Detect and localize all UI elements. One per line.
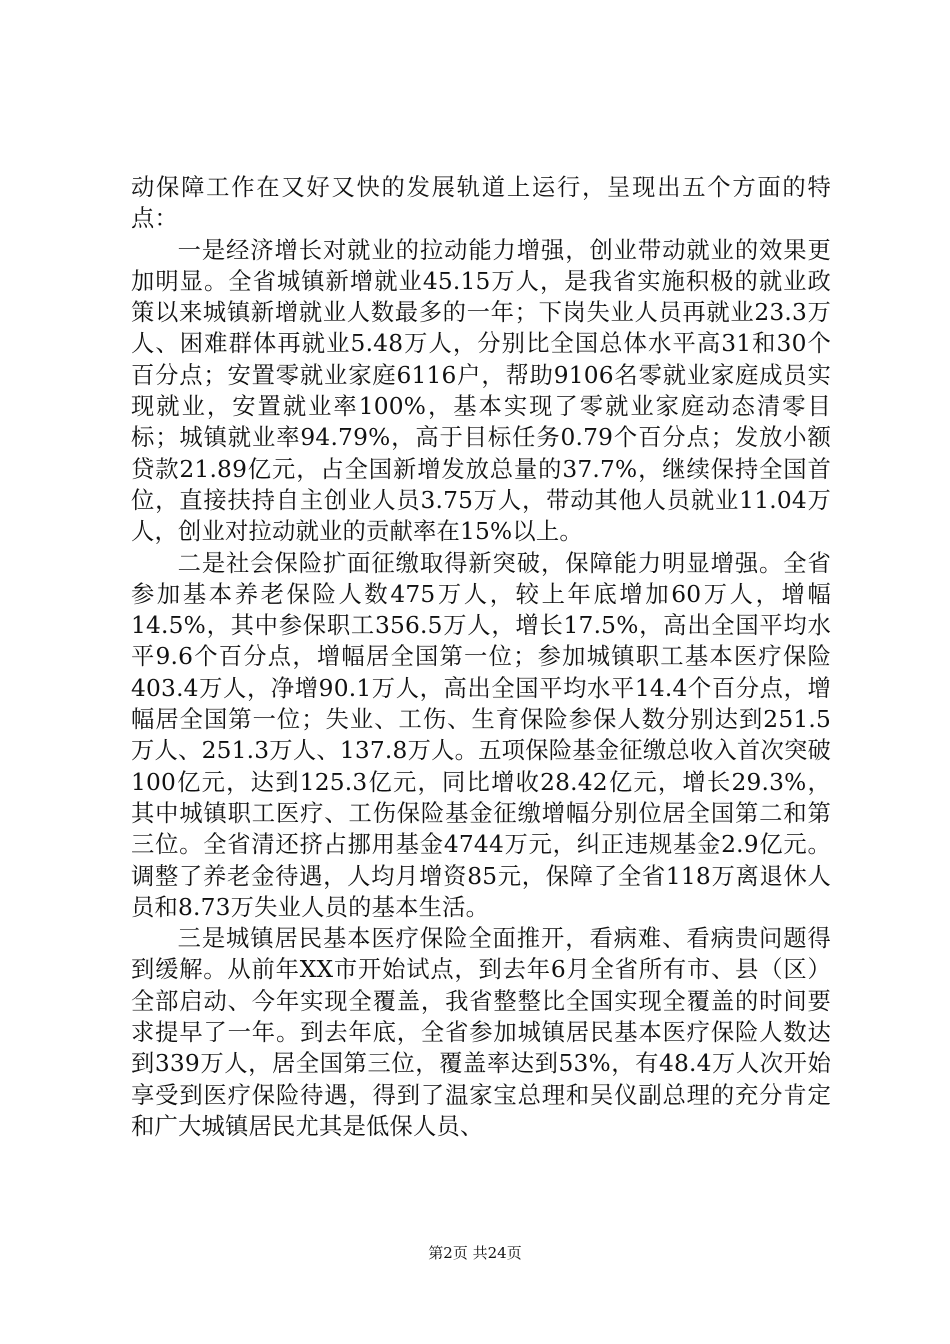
paragraph-3: 二是社会保险扩面征缴取得新突破，保障能力明显增强。全省参加基本养老保险人数475万人，较上年底增加60万人，增幅14.5%，其中参保职工356.5万人，增长17.5%，高出全国平均水平9.6个百分点，增幅居全国第一位；参加城镇职工基本医疗保险403.4万人，净增90.1万人，高出全国平均水平14.4个百分点，增幅居全国第一位；失业、工伤、生育保险参保人数分别达到251.5万人、251.3万人、137.8万人。五项保险基金征缴总收入首次突破100亿元，达到125.3亿元，同比增收28.42亿元，增长29.3%，其中城镇职工医疗、工伤保险基金征缴增幅分别位居全国第二和第三位。全省清还挤占挪用基金4744万元，纠正违规基金2.9亿元。调整了养老金待遇，人均月增资85元，保障了全省118万离退休人员和8.73万失业人员的基本生活。 xyxy=(131,549,831,921)
paragraph-1: 动保障工作在又好又快的发展轨道上运行，呈现出五个方面的特点： xyxy=(131,174,831,233)
paragraph-4: 三是城镇居民基本医疗保险全面推开，看病难、看病贵问题得到缓解。从前年XX市开始试点，到去年6月全省所有市、县（区）全部启动、今年实现全覆盖，我省整整比全国实现全覆盖的时间要求提早了一年。到去年底，全省参加城镇居民基本医疗保险人数达到339万人，居全国第三位，覆盖率达到53%，有48.4万人次开始享受到医疗保险待遇，得到了温家宝总理和吴仪副总理的充分肯定和广大城镇居民尤其是低保人员、 xyxy=(131,925,831,1140)
paragraph-2: 一是经济增长对就业的拉动能力增强，创业带动就业的效果更加明显。全省城镇新增就业45.15万人，是我省实施积极的就业政策以来城镇新增就业人数最多的一年；下岗失业人员再就业23.3万人、困难群体再就业5.48万人，分别比全国总体水平高31和30个百分点；安置零就业家庭6116户，帮助9106名零就业家庭成员实现就业，安置就业率100%，基本实现了零就业家庭动态清零目标；城镇就业率94.79%，高于目标任务0.79个百分点；发放小额贷款21.89亿元，占全国新增发放总量的37.7%，继续保持全国首位，直接扶持自主创业人员3.75万人，带动其他人员就业11.04万人，创业对拉动就业的贡献率在15%以上。 xyxy=(131,236,831,546)
page-number-footer: 第2页 共24页 xyxy=(428,1244,522,1262)
document-body xyxy=(131,172,831,1142)
